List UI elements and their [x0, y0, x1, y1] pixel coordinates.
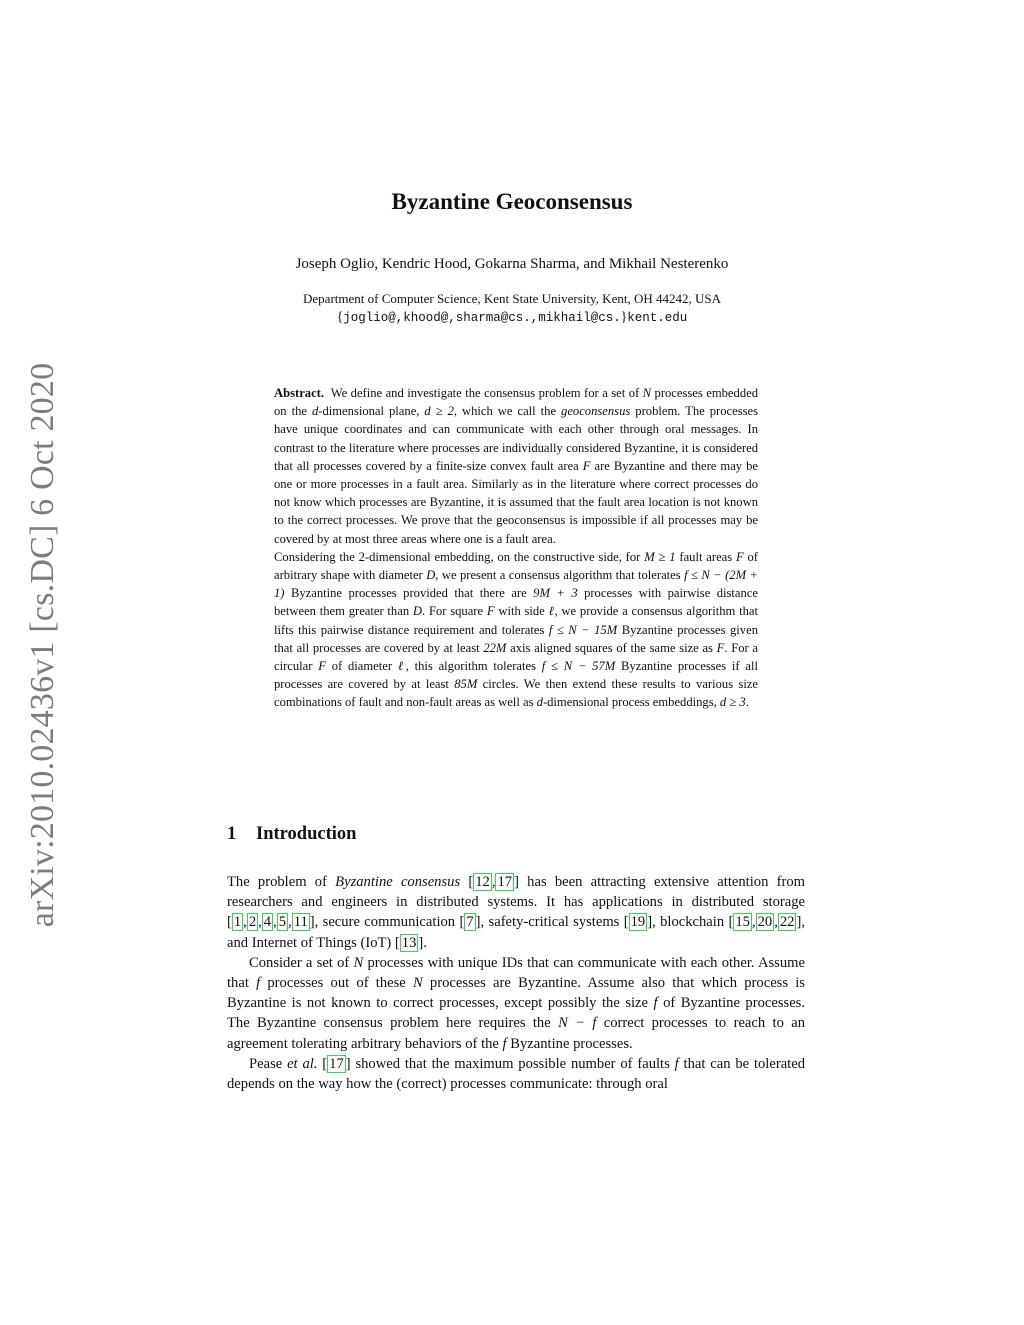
text: [	[317, 1055, 328, 1072]
text: Byzantine processes provided that there are	[284, 586, 534, 601]
math: F	[582, 458, 591, 473]
text: [	[460, 874, 474, 890]
citation-link[interactable]: 17	[497, 874, 513, 890]
text: of Byzantine processes. The Byzantine consensus problem here requires the	[227, 995, 806, 1032]
math: N	[353, 954, 364, 971]
text: We define and investigate the consensus problem for a set of	[330, 386, 643, 400]
text: that can be tolerated depends on the way how the (correct) processes communicate: through oral	[227, 1055, 805, 1093]
math: f ≤ N − 57M	[541, 659, 616, 674]
citation-link[interactable]: 4	[263, 914, 272, 931]
text: -dimensional plane,	[318, 404, 425, 419]
text: ].	[418, 934, 427, 951]
text: processes embedded on the	[274, 386, 758, 419]
math: f	[256, 975, 261, 992]
math: d	[311, 404, 319, 419]
emphasis: Byzantine consensus	[335, 874, 461, 890]
text: ], secure communication [	[309, 914, 465, 931]
text: ,	[273, 914, 277, 931]
paper-title: Byzantine Geoconsensus	[391, 189, 633, 214]
text: , this algorithm tolerates	[405, 659, 542, 674]
citation-link[interactable]: 1	[233, 914, 242, 931]
math: F	[735, 549, 744, 564]
text: ], blockchain [	[647, 914, 734, 931]
text: ], and Internet of Things (IoT) [	[227, 914, 805, 951]
math: F	[486, 604, 495, 619]
section-heading	[227, 824, 356, 845]
affiliation: Department of Computer Science, Kent State University, Kent, OH 44242, USA	[303, 291, 721, 306]
emphasis: geoconsensus	[561, 404, 631, 419]
math: 85M	[454, 677, 478, 692]
text: ] showed that the maximum possible number of faults	[345, 1055, 675, 1072]
text: Considering the 2-dimensional embedding, on the constructive side, for	[274, 549, 645, 564]
text: ] has been attracting extensive attention from researchers and engineers in distributed systems. It has applications in distributed storage [	[227, 874, 805, 931]
text: ,	[243, 914, 247, 931]
abstract-label: Abstract.	[274, 386, 325, 400]
math: f ≤ N − (2M + 1)	[274, 568, 758, 601]
text: ], safety-critical systems [	[475, 914, 629, 931]
text: Byzantine processes.	[506, 1035, 633, 1052]
intro-paragraph-3	[227, 1054, 805, 1094]
text: ,	[258, 914, 262, 931]
text: Pease	[249, 1055, 288, 1072]
text: . For square	[422, 604, 487, 619]
abstract-paragraph-1	[274, 384, 758, 548]
text: ,	[491, 874, 496, 890]
author-list: Joseph Oglio, Kendric Hood, Gokarna Sharma, and Mikhail Nesterenko	[295, 256, 729, 272]
math: f ≤ N − 15M	[548, 622, 618, 637]
introduction-body	[227, 872, 805, 1094]
math: D	[412, 604, 423, 619]
citation-link[interactable]: 15	[735, 914, 750, 931]
intro-paragraph-1	[227, 872, 805, 953]
text: , we present a consensus algorithm that tolerates	[435, 568, 685, 583]
text: are Byzantine and there may be one or more processes in a fault area. Similarly as in the literature where correct processes do not know which processes are Byzantine, it is assumed that the fault area location is not known to the correct processes. We prove that the geoconsensus is impossible if all processes may be covered by at most three areas where one is a fault area.	[274, 458, 758, 546]
math: N − f	[558, 1015, 597, 1032]
emphasis: et al.	[287, 1055, 318, 1072]
email-domain: kent.edu	[627, 311, 688, 325]
math: N	[412, 975, 423, 992]
math: N	[642, 386, 652, 400]
text: .	[745, 695, 749, 710]
text: circles. We then extend these results to various size combinations of fault and non-fault areas as well as	[274, 677, 759, 710]
text: of arbitrary shape with diameter	[274, 549, 759, 583]
text: processes with unique IDs that can communicate with each other. Assume that	[227, 954, 805, 992]
arxiv-stamp-text: arXiv:2010.02436v1 [cs.DC] 6 Oct 2020	[24, 362, 61, 928]
text: Byzantine processes if all processes are covered by at least	[274, 659, 758, 692]
math: d ≥ 2	[424, 404, 454, 419]
text: , we provide a consensus algorithm that lifts this pairwise distance requirement and tolerates	[274, 604, 758, 637]
math: M ≥ 1	[644, 549, 676, 564]
math: ℓ	[397, 659, 406, 674]
text: , which we call the	[453, 404, 562, 419]
math: F	[318, 659, 326, 674]
citation-link[interactable]: 17	[329, 1055, 344, 1072]
text: The problem of	[227, 874, 336, 890]
section-title: Introduction	[256, 824, 357, 844]
citation-link[interactable]: 22	[779, 914, 795, 931]
text: Byzantine processes given that all processes are covered by at least	[274, 622, 758, 655]
text: problem. The processes have unique coordinates and can communicate with each other through oral messages. In contrast to the literature where processes are individually considered Byzantine, it is considered that all processes covered by a finite-size convex fault area	[274, 404, 758, 473]
citation-link[interactable]: 13	[401, 934, 417, 951]
abstract-paragraph-2	[274, 548, 758, 712]
math: f	[502, 1035, 507, 1052]
citation-link[interactable]: 19	[630, 914, 646, 931]
citation-link[interactable]: 2	[248, 914, 257, 931]
email-locals: joglio@,khood@,sharma@cs.,mikhail@cs.	[343, 311, 621, 325]
math: F	[716, 640, 725, 655]
math: f	[674, 1055, 679, 1072]
text: axis aligned squares of the same size as	[506, 640, 717, 655]
intro-paragraph-2	[227, 953, 805, 1054]
text: . For a circular	[274, 640, 758, 674]
math: d ≥ 3	[719, 695, 746, 710]
math: ℓ	[548, 604, 555, 619]
text: processes out of these	[260, 975, 413, 992]
text: of diameter	[325, 659, 398, 674]
text: with side	[494, 604, 549, 619]
text: -dimensional process embeddings,	[542, 695, 720, 710]
citation-link[interactable]: 7	[466, 914, 474, 931]
text: correct processes to reach to an agreement tolerating arbitrary behaviors of the	[227, 1015, 805, 1052]
math: D	[426, 568, 436, 583]
citation-link[interactable]: 5	[278, 914, 287, 931]
text: ,	[774, 914, 778, 931]
brace-close: }	[620, 309, 628, 324]
arxiv-stamp	[18, 362, 68, 928]
math: d	[536, 695, 543, 710]
math: f	[653, 995, 658, 1012]
text: ,	[288, 914, 292, 931]
math: 9M + 3	[533, 586, 578, 601]
math: 22M	[483, 640, 507, 655]
citation-link[interactable]: 12	[475, 874, 490, 890]
brace-open: {	[336, 309, 344, 324]
text: ,	[751, 914, 756, 931]
abstract	[274, 384, 758, 712]
citation-link[interactable]: 20	[757, 914, 773, 931]
text: Consider a set of	[249, 954, 354, 971]
text: processes with pairwise distance between them greater than	[274, 586, 758, 619]
text: processes are Byzantine. Assume also that which process is Byzantine is not known to correct processes, except possibly the size	[227, 975, 805, 1012]
section-number: 1	[227, 824, 237, 844]
citation-link[interactable]: 11	[293, 914, 308, 931]
text: fault areas	[675, 549, 736, 564]
author-emails	[0, 309, 1024, 325]
